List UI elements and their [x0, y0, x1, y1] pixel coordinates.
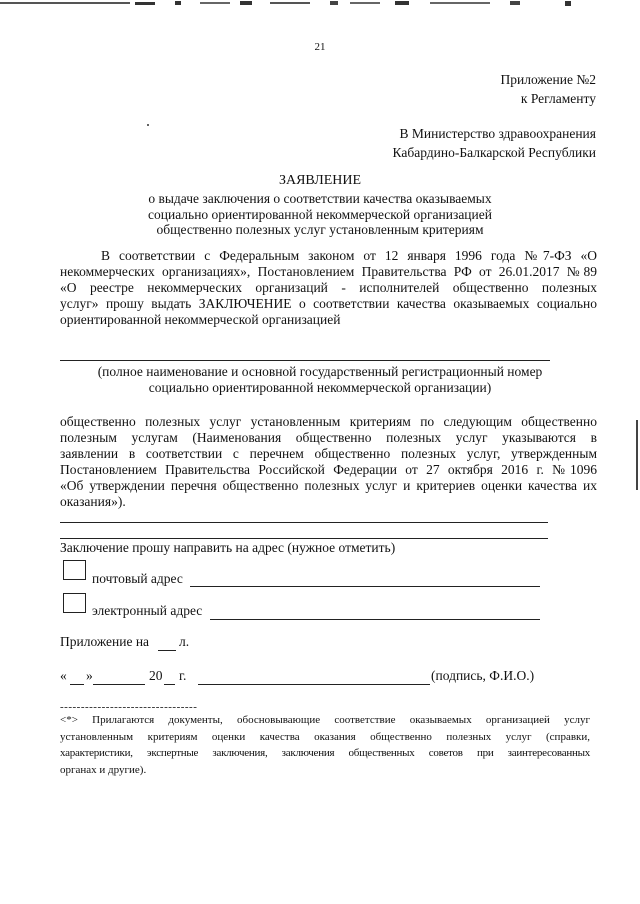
org-caption-line-2: социально ориентированной некоммерческой организации): [148, 380, 492, 395]
date-year-field[interactable]: [164, 684, 175, 685]
date-day-field[interactable]: [70, 684, 84, 685]
intro-line: услуг» прошу выдать ЗАКЛЮЧЕНИЕ о соответствии качества оказываемых социально: [60, 296, 597, 311]
intro-line: ориентированной некоммерческой организацией: [60, 312, 341, 327]
services-line: Постановлением Правительства Российской Федерации от 27 октября 2016 г. №1096: [60, 462, 597, 477]
subtitle-line-1: о выдаче заключения о соответствии качества оказываемых: [148, 191, 492, 206]
date-year-suffix: г.: [179, 668, 187, 683]
scan-speck: [147, 124, 149, 126]
postal-address-field[interactable]: [190, 586, 540, 587]
enclosure-prefix: Приложение на: [60, 634, 150, 649]
attachment-reference: [501, 70, 596, 108]
subtitle-line-3: общественно полезных услуг установленным критериям: [156, 222, 484, 237]
attachment-line-1: Приложение №2: [500, 72, 596, 87]
document-subtitle: [0, 191, 640, 238]
intro-paragraph: [60, 248, 597, 328]
services-line: заявлении в соответствии с перечнем общественно полезных услуг, утвержденным: [60, 446, 597, 461]
services-field-line-2[interactable]: [60, 538, 548, 539]
org-caption: [0, 364, 640, 396]
address-prompt: Заключение прошу направить на адрес (нужное отметить): [60, 540, 396, 555]
scan-edge-mark: [636, 420, 638, 490]
postal-address-checkbox[interactable]: [63, 560, 86, 580]
services-line: «Об утверждении перечня общественно полезных услуг и критериев оценки качества их: [60, 478, 597, 493]
page-number: 21: [314, 41, 326, 53]
footnote-line: установленным критериям оценки качества оказания общественно полезных услуг (справки,: [60, 730, 590, 743]
footnote: [60, 712, 590, 778]
addressee-line-1: В Министерство здравоохранения: [399, 126, 596, 141]
services-field-line-1[interactable]: [60, 522, 548, 523]
date-quote-close: »: [86, 668, 93, 683]
services-line: полезным услугам (Наименования общественно полезных услуг указываются в: [60, 430, 597, 445]
signature-field[interactable]: [198, 684, 430, 685]
enclosure-suffix: л.: [179, 634, 190, 649]
services-paragraph: [60, 414, 597, 510]
date-month-field[interactable]: [93, 684, 145, 685]
attachment-line-2: к Регламенту: [520, 91, 596, 106]
email-address-checkbox[interactable]: [63, 593, 86, 613]
date-year-prefix: 20: [149, 668, 163, 683]
email-address-field[interactable]: [210, 619, 540, 620]
footnote-line: <*> Прилагаются документы, обосновывающие соответствие оказываемых организацией услуг: [60, 714, 590, 726]
services-line: общественно полезных услуг установленным критериям по следующим общественно: [60, 414, 597, 429]
footnote-separator: ---------------------------------: [60, 701, 198, 713]
addressee: [393, 124, 596, 162]
email-address-label: электронный адрес: [92, 603, 203, 618]
enclosure-pages-field[interactable]: [158, 650, 176, 651]
intro-line: некоммерческих организациях», Постановлением Правительства РФ от 26.01.2017 №89: [60, 264, 597, 279]
addressee-line-2: Кабардино-Балкарской Республики: [392, 145, 596, 160]
subtitle-line-2: социально ориентированной некоммерческой организацией: [148, 206, 492, 222]
date-quote-open: «: [60, 668, 67, 683]
org-name-field[interactable]: [60, 360, 550, 361]
postal-address-label: почтовый адрес: [92, 571, 183, 586]
scan-artifact: [0, 0, 640, 8]
services-line: оказания»).: [60, 494, 126, 509]
org-caption-line-1: (полное наименование и основной государственный регистрационный номер: [97, 364, 543, 379]
footnote-line: органах и другие).: [60, 763, 147, 776]
intro-line: «О реестре некоммерческих организаций - исполнителей общественно полезных: [60, 280, 597, 295]
footnote-line: характеристики, экспертные заключения, заключения общественных советов при заинтересованных: [60, 747, 590, 759]
signature-label: (подпись, Ф.И.О.): [431, 668, 535, 683]
document-title: ЗАЯВЛЕНИЕ: [278, 173, 362, 188]
intro-line: В соответствии с Федеральным законом от 12 января 1996 года №7-ФЗ «О: [101, 248, 597, 263]
